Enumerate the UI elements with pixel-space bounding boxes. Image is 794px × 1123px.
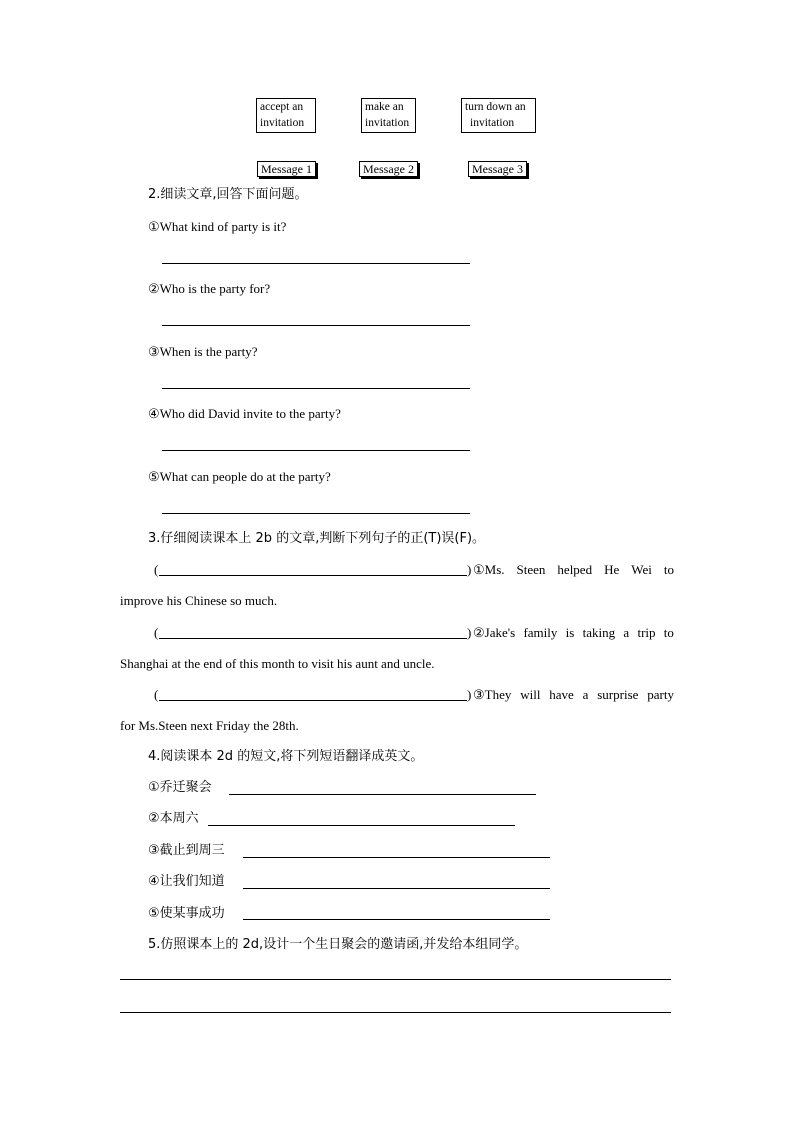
paren-close: ) bbox=[467, 562, 472, 577]
concept-box-line1: accept an bbox=[260, 101, 304, 113]
concept-box-accept bbox=[256, 98, 316, 133]
q2-item-2: ②Who is the party for? bbox=[148, 281, 271, 296]
word: Steen bbox=[516, 562, 546, 577]
paren-open: ( bbox=[154, 562, 159, 577]
paren-open: ( bbox=[154, 625, 159, 640]
word: party bbox=[647, 687, 674, 702]
q4-item-4: ④让我们知道 bbox=[148, 874, 225, 889]
message-label-2: Message 2 bbox=[359, 161, 418, 177]
q4-item-1: ①乔迁聚会 bbox=[148, 780, 212, 795]
q3-item-3-line1 bbox=[473, 687, 674, 703]
section-3-title: 3.仔细阅读课本上 2b 的文章,判断下列句子的正(T)误(F)。 bbox=[148, 531, 486, 546]
tf-answer-line[interactable] bbox=[159, 700, 467, 701]
message-label-3: Message 3 bbox=[468, 161, 527, 177]
word: He bbox=[604, 562, 620, 577]
writing-line[interactable] bbox=[120, 1012, 671, 1013]
translation-line[interactable] bbox=[208, 825, 515, 826]
answer-line[interactable] bbox=[162, 513, 470, 514]
tf-answer-line[interactable] bbox=[159, 575, 467, 576]
word: have bbox=[549, 687, 574, 702]
concept-box-line1: turn down an bbox=[465, 101, 526, 113]
q3-item-3-line2: for Ms.Steen next Friday the 28th. bbox=[120, 718, 299, 733]
message-label-1: Message 1 bbox=[257, 161, 316, 177]
q4-item-3: ③截止到周三 bbox=[148, 843, 225, 858]
word: a bbox=[623, 625, 630, 640]
word: taking bbox=[582, 625, 616, 640]
concept-box-make bbox=[361, 98, 416, 133]
q2-item-1: ①What kind of party is it? bbox=[148, 219, 287, 234]
answer-line[interactable] bbox=[162, 450, 470, 451]
paren-open: ( bbox=[154, 687, 159, 702]
paren-close: ) bbox=[467, 625, 472, 640]
concept-box-line2: invitation bbox=[260, 117, 305, 129]
q4-item-2: ②本周六 bbox=[148, 811, 199, 826]
q2-item-4: ④Who did David invite to the party? bbox=[148, 406, 341, 421]
word: helped bbox=[557, 562, 593, 577]
translation-line[interactable] bbox=[243, 919, 550, 920]
word: trip bbox=[637, 625, 656, 640]
q2-item-3: ③When is the party? bbox=[148, 344, 258, 359]
concept-box-turn-down bbox=[461, 98, 536, 133]
q3-item-1-line2: improve his Chinese so much. bbox=[120, 593, 278, 608]
word: to bbox=[663, 625, 674, 640]
word: ②Jake's bbox=[473, 625, 516, 640]
answer-line[interactable] bbox=[162, 325, 470, 326]
q3-item-2-line1 bbox=[473, 625, 674, 641]
translation-line[interactable] bbox=[243, 857, 550, 858]
paren-close: ) bbox=[467, 687, 472, 702]
word: Wei bbox=[631, 562, 652, 577]
answer-line[interactable] bbox=[162, 263, 470, 264]
word: will bbox=[520, 687, 541, 702]
q3-item-1-line1 bbox=[473, 562, 674, 578]
translation-line[interactable] bbox=[229, 794, 536, 795]
section-4-title: 4.阅读课本 2d 的短文,将下列短语翻译成英文。 bbox=[148, 749, 424, 764]
word: ③They bbox=[473, 687, 512, 702]
tf-answer-line[interactable] bbox=[159, 638, 467, 639]
section-5-title: 5.仿照课本上的 2d,设计一个生日聚会的邀请函,并发给本组同学。 bbox=[148, 937, 528, 952]
concept-box-line2: invitation bbox=[470, 117, 515, 129]
word: is bbox=[565, 625, 575, 640]
concept-box-line1: make an bbox=[365, 101, 404, 113]
word: family bbox=[523, 625, 558, 640]
answer-line[interactable] bbox=[162, 388, 470, 389]
word: surprise bbox=[597, 687, 639, 702]
q3-item-2-line2: Shanghai at the end of this month to visit his aunt and uncle. bbox=[120, 656, 435, 671]
word: a bbox=[582, 687, 589, 702]
translation-line[interactable] bbox=[243, 888, 550, 889]
word: ①Ms. bbox=[473, 562, 505, 577]
q4-item-5: ⑤使某事成功 bbox=[148, 906, 225, 921]
concept-box-line2: invitation bbox=[365, 117, 410, 129]
q2-item-5: ⑤What can people do at the party? bbox=[148, 469, 331, 484]
writing-line[interactable] bbox=[120, 979, 671, 980]
section-2-title: 2.细读文章,回答下面问题。 bbox=[148, 187, 308, 202]
word: to bbox=[663, 562, 674, 577]
